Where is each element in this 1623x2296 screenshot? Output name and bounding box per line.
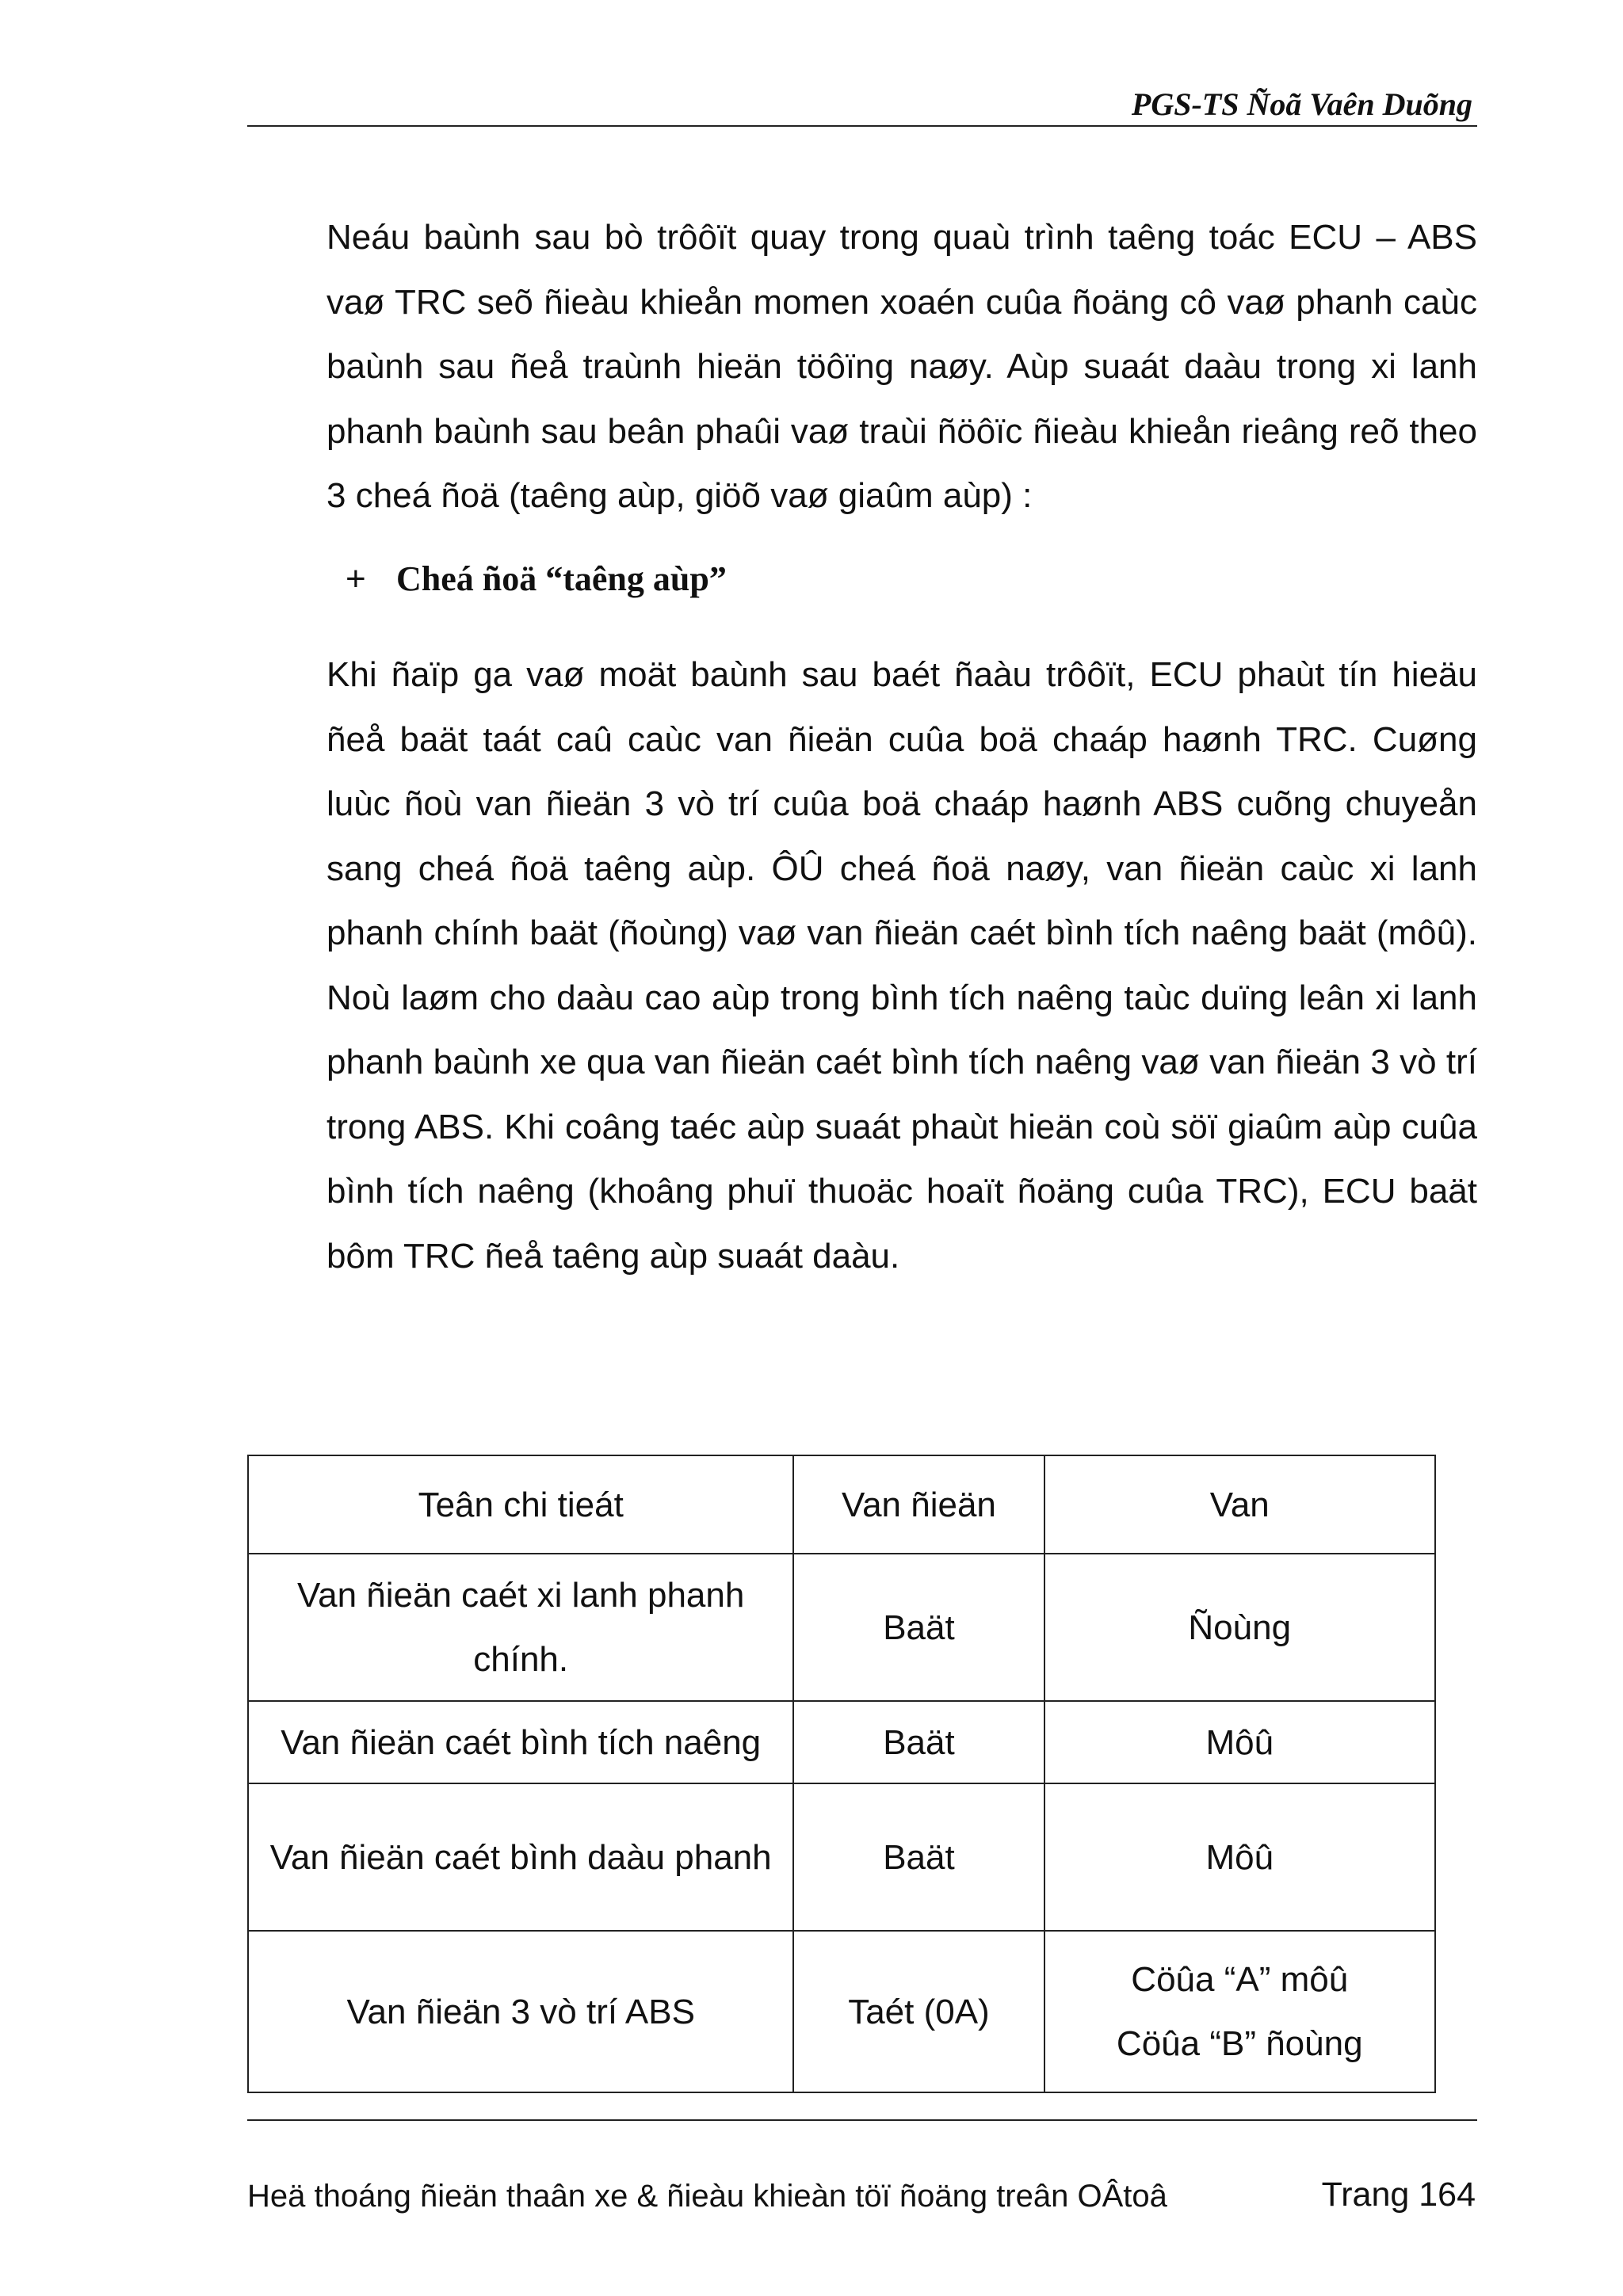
table-row xyxy=(248,1931,1435,2092)
column-header-valve: Van xyxy=(1044,1455,1436,1554)
cell-valve xyxy=(1044,1931,1436,2092)
cell-valve: Môû xyxy=(1044,1783,1436,1931)
page-number: Trang 164 xyxy=(1321,2176,1476,2214)
header-divider xyxy=(247,125,1477,127)
valve-state-table xyxy=(247,1455,1436,2093)
cell-name: Van ñieän caét xi lanh phanh chính. xyxy=(248,1554,793,1701)
section-heading: Cheá ñoä “taêng aùp” xyxy=(396,559,727,598)
table-row xyxy=(248,1783,1435,1931)
cell-name: Van ñieän caét bình tích naêng xyxy=(248,1701,793,1783)
cell-valve: Ñoùng xyxy=(1044,1554,1436,1701)
section-bullet xyxy=(346,547,727,611)
column-header-valve-state: Van ñieän xyxy=(793,1455,1044,1554)
table-row xyxy=(248,1554,1435,1701)
cell-valve-line: Cöûa “A” môû xyxy=(1131,1960,1349,1999)
cell-name: Van ñieän caét bình daàu phanh xyxy=(248,1783,793,1931)
cell-name: Van ñieän 3 vò trí ABS xyxy=(248,1931,793,2092)
cell-valve-state: Baät xyxy=(793,1783,1044,1931)
cell-valve-state: Baät xyxy=(793,1701,1044,1783)
cell-valve: Môû xyxy=(1044,1701,1436,1783)
header-author: PGS-TS Ñoã Vaên Duõng xyxy=(1131,86,1472,122)
cell-valve-state: Baät xyxy=(793,1554,1044,1701)
table-header-row xyxy=(248,1455,1435,1554)
cell-valve-line: Cöûa “B” ñoùng xyxy=(1116,2024,1363,2063)
footer-book-title: Heä thoáng ñieän thaân xe & ñieàu khieàn töï ñoäng treân OÂtoâ xyxy=(247,2179,1167,2214)
footer-divider xyxy=(247,2119,1477,2121)
bullet-plus-icon: + xyxy=(346,559,366,598)
paragraph-intro: Neáu baùnh sau bò trôôït quay trong quaù trình taêng toác ECU – ABS vaø TRC seõ ñieàu khieån momen xoaén cuûa ñoäng cô vaø phanh caùc baùnh sau ñeå traùnh hieän töôïng naøy. Aùp suaát daàu trong xi lanh phanh baùnh sau beân phaûi vaø traùi ñöôïc ñieàu khieån rieâng reõ theo 3 cheá ñoä (taêng aùp, giöõ vaø giaûm aùp) : xyxy=(327,218,1477,515)
table-row xyxy=(248,1701,1435,1783)
column-header-name: Teân chi tieát xyxy=(248,1455,793,1554)
paragraph-pressure-increase: Khi ñaïp ga vaø moät baùnh sau baét ñaàu trôôït, ECU phaùt tín hieäu ñeå baät taát caû caùc van ñieän cuûa boä chaáp haønh TRC. Cuøng luùc ñoù van ñieän 3 vò trí cuûa boä chaáp haønh ABS cuõng chuyeån sang cheá ñoä taêng aùp. ÔÛ cheá ñoä naøy, van ñieän caùc xi lanh phanh chính baät (ñoùng) vaø van ñieän caét bình tích naêng baät (môû). Noù laøm cho daàu cao aùp trong bình tích naêng taùc duïng leân xi lanh phanh baùnh xe qua van ñieän caét bình tích naêng vaø van ñieän 3 vò trí trong ABS. Khi coâng taéc aùp suaát phaùt hieän coù söï giaûm aùp cuûa bình tích naêng (khoâng phuï thuoäc hoaït ñoäng cuûa TRC), ECU baät bôm TRC ñeå taêng aùp suaát daàu. xyxy=(327,655,1477,1276)
cell-valve-state: Taét (0A) xyxy=(793,1931,1044,2092)
